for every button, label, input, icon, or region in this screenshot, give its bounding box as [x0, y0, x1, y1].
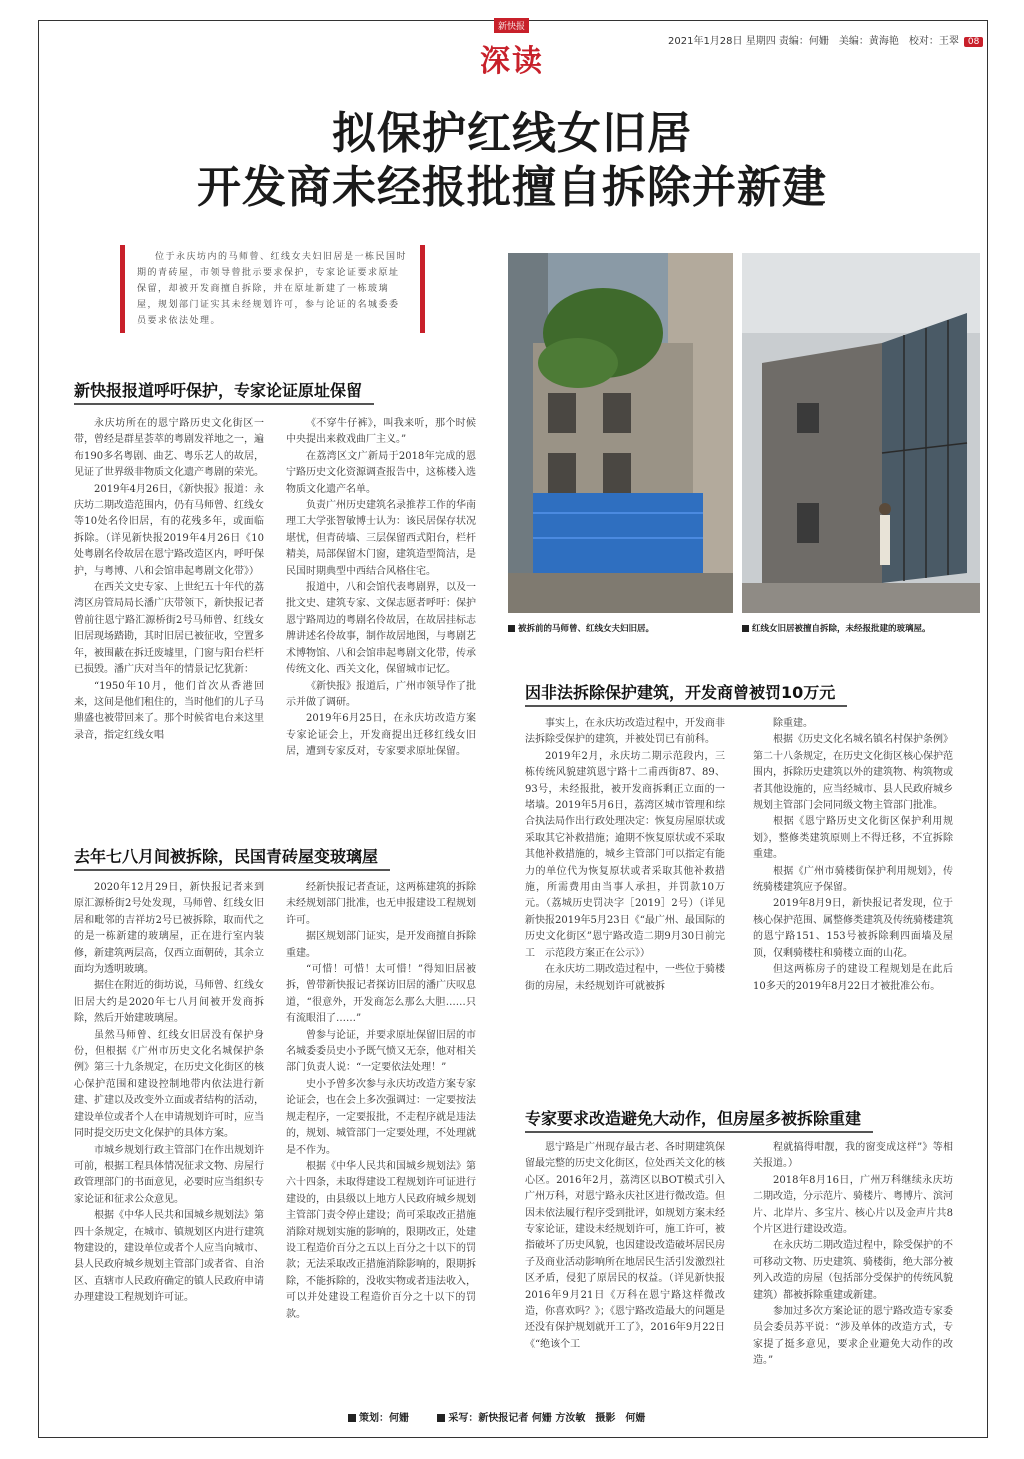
paper-logo-tag: 新快报	[494, 18, 529, 33]
paragraph: 2019年8月9日，新快报记者发现，位于核心保护范围、属整修类建筑及传统骑楼建筑的恩宁路151、153号被拆除剩四面墙及屋顶，仅剩骑楼柱和骑楼立面的山花。	[753, 898, 953, 959]
paragraph: 参加过多次方案论证的恩宁路改造专家委员会委员苏平说：“涉及单体的改造方式，专家提了挺多意见，要求企业避免大动作的改造。”	[753, 1306, 953, 1367]
footer-planner: 策划：何姗	[348, 1413, 409, 1424]
paragraph: 在永庆坊二期改造过程中，除受保护的不可移动文物、历史建筑、骑楼街，绝大部分被列入改造的房屋（包括部分受保护的传统风貌建筑）都被拆除重建或新建。	[753, 1240, 953, 1301]
header-info-text: 2021年1月28日 星期四 责编：何姗 美编：黄海艳 校对：王翠	[668, 36, 959, 47]
section-1-column-1	[74, 416, 264, 836]
section-4-column-2	[753, 1140, 953, 1390]
photo-old-residence	[508, 253, 733, 613]
paragraph: 根据《中华人民共和国城乡规划法》第四十条规定，在城市、镇规划区内进行建筑物建设的，建设单位或者个人应当向城市、县人民政府城乡规划主管部门或者省、自治区、直辖市人民政府确定的镇人民政府申请办理建设工程规划许可证。	[74, 1210, 264, 1304]
paragraph: 2019年6月25日，在永庆坊改造方案专家论证会上，开发商提出迁移红线女旧居，遭到专家反对，专家要求原址保留。	[286, 713, 476, 758]
paragraph: 《新快报》报道后，广州市领导作了批示并做了调研。	[286, 680, 476, 708]
photo-caption-right: 红线女旧居被擅自拆除，未经报批建的玻璃屋。	[742, 622, 931, 634]
paragraph: 根据《历史文化名城名镇名村保护条例》第二十八条规定，在历史文化街区核心保护范围内，拆除历史建筑以外的建筑物、构筑物或者其他设施的，应当经城市、县人民政府城乡规划主管部门会同同级文物主管部门批准。	[753, 734, 953, 812]
paragraph: 2020年12月29日，新快报记者来到原汇源桥街2号处发现，马师曾、红线女旧居和毗邻的吉祥坊2号已被拆除，取而代之的是一栋新建的玻璃屋，正在进行室内装修，新建筑两层高，仅西立面朝砖，其余立面均为透明玻璃。	[74, 882, 264, 976]
paragraph: 负责广州历史建筑名录推荐工作的华南理工大学张智敏博士认为：该民居保存状况堪忧，但青砖墙、三层保留西式阳台，栏杆精美，局部保留木门窗，建筑造型简洁，是民国时期典型中西结合风格住宅。	[286, 500, 476, 577]
paragraph: 报道中，八和会馆代表粤剧界，以及一批文史、建筑专家、文保志愿者呼吁：保护恩宁路周边的粤剧名伶故居，在故居挂标志牌讲述名伶故事，制作故居地图，与粤剧艺术博物馆、八和会馆串起粤剧文化带，传承传统文化、西关文化，保留城市记忆。	[286, 582, 476, 676]
photo-glass-house	[742, 253, 980, 613]
photo-old-residence-image	[508, 253, 733, 613]
headline-line-2: 开发商未经报批擅自拆除并新建	[197, 162, 827, 213]
section-heading-4: 专家要求改造避免大动作，但房屋多被拆除重建	[525, 1106, 873, 1133]
lead-text: 位于永庆坊内的马师曾、红线女夫妇旧居是一栋民国时期的青砖屋，市领导曾批示要求保护，专家论证要求原址保留，却被开发商擅自拆除，并在原址新建了一栋玻璃屋，规划部门证实其未经规划许可，参与论证的名城委委员要求依法处理。	[137, 252, 408, 326]
paragraph: 《不穿牛仔裤》，叫我来听，那个时候中央提出来救戏曲厂主义。”	[286, 418, 476, 446]
paragraph: 永庆坊所在的恩宁路历史文化街区一带，曾经是群星荟萃的粤剧发祥地之一，遍布190多名粤剧、曲艺、粤乐艺人的故居，见证了世界级非物质文化遗产粤剧的荣光。	[74, 418, 264, 479]
paragraph: 根据《恩宁路历史文化街区保护利用规划》，整修类建筑原则上不得迁移，不宜拆除重建。	[753, 816, 953, 861]
page-header-info	[668, 32, 983, 47]
headline-line-1: 拟保护红线女旧居	[332, 108, 692, 159]
section-2-column-1	[74, 880, 264, 1390]
section-logo: 深读	[480, 44, 544, 79]
section-1-column-2	[286, 416, 476, 836]
paragraph: 程就搞得咁靓，我的窗变成这样”》等相关报道。）	[753, 1142, 953, 1170]
paragraph: 事实上，在永庆坊改造过程中，开发商非法拆除受保护的建筑，并被处罚已有前科。	[525, 718, 725, 746]
paragraph: 2019年2月，永庆坊二期示范段内，三栋传统风貌建筑恩宁路十二甫西街87、89、93号，未经报批，被开发商拆剩正立面的一堵墙。2019年5月6日，荔湾区城市管理和综合执法局作出行政处理决定：恢复房屋原状或采取其它补救措施；逾期不恢复原状或不采取其他补救措施的，城乡主管部门可以指定有能力的单位代为恢复原状或者采取其他补救措施，所需费用由当事人承担，并罚款10万元。（荔城历史罚决字［2019］2号）（详见新快报2019年5月23日《“最广州、最国际的历史文化街区”恩宁路改造二期9月30日前完工 示范段方案正在公示》）	[525, 750, 725, 959]
paragraph: 根据《中华人民共和国城乡规划法》第六十四条，未取得建设工程规划许可证进行建设的，由县级以上地方人民政府城乡规划主管部门责令停止建设；尚可采取改正措施消除对规划实施的影响的，限期改正，处建设工程造价百分之五以上百分之十以下的罚款；无法采取改正措施消除影响的，限期拆除，不能拆除的，没收实物或者违法收入，可以并处建设工程造价百分之十以下的罚款。	[286, 1160, 476, 1320]
paragraph: 2018年8月16日，广州万科继续永庆坊二期改造，分示范片、骑楼片、粤博片、滨河片、北岸片、多宝片、核心片以及金声片共8个片区进行建设改造。	[753, 1174, 953, 1236]
section-2-column-2	[286, 880, 476, 1390]
photo-glass-house-image	[742, 253, 980, 613]
paragraph: 根据《广州市骑楼街保护利用规划》，传统骑楼建筑应予保留。	[753, 865, 953, 894]
paragraph: 除重建。	[773, 718, 813, 729]
lead-box	[120, 245, 425, 333]
footer-reporter: 采写：新快报记者 何姗 方汝敏 摄影 何姗	[437, 1413, 645, 1424]
section-heading-3: 因非法拆除保护建筑，开发商曾被罚10万元	[525, 680, 847, 707]
footer-credits	[348, 1409, 645, 1424]
paragraph: “1950年10月，他们首次从香港回来，这间是他们租住的，当时他们的儿子马鼎盛也被带回来了。那个时候省电台来这里录音，指定红线女唱	[74, 680, 264, 741]
paragraph: 市城乡规划行政主管部门在作出规划许可前，根据工程具体情况征求文物、房屋行政管理部门的书面意见，必要时应当组织专家论证和征求公众意见。	[74, 1144, 264, 1205]
paragraph: 在永庆坊二期改造过程中，一些位于骑楼街的房屋，未经规划许可就被拆	[525, 964, 725, 992]
section-heading-2: 去年七八月间被拆除，民国青砖屋变玻璃屋	[74, 844, 390, 871]
page-number: 08	[964, 37, 983, 47]
paragraph: 经新快报记者查证，这两栋建筑的拆除未经规划部门批准，也无申报建设工程规划许可。	[286, 882, 476, 926]
paragraph: 虽然马师曾、红线女旧居没有保护身份，但根据《广州市历史文化名城保护条例》第三十九条规定，在历史文化街区的核心保护范围和建设控制地带内依法进行新建、扩建以及改变外立面或者结构的活动，建设单位或者个人在申请规划许可时，应当同时提交历史文化保护的具体方案。	[74, 1029, 264, 1140]
section-3-column-2	[753, 716, 953, 1062]
paragraph: 2019年4月26日，《新快报》报道：永庆坊二期改造范围内，仍有马师曾、红线女等10处名伶旧居，有的花残多年，或面临拆除。（详见新快报2019年4月26日《10处粤剧名伶故居在恩宁路改造区内，呼吁保护，与粤博、八和会馆串起粤剧文化带》）	[74, 483, 264, 577]
paragraph: 恩宁路是广州现存最古老、各时期建筑保留最完整的历史文化街区，位处西关文化的核心区。2016年2月，荔湾区以BOT模式引入广州万科，对恩宁路永庆社区进行微改造。但因未依法履行程序受到批评，如规划方案未经专家论证，建设未经规划许可，施工许可，被指破坏了历史风貌，也因建设改造破坏居民房子及商业活动影响所在地居民生活引发激烈社区矛盾，侵犯了原居民的权益。（详见新快报2016年9月21日《万科在恩宁路这样微改造，你喜欢吗？》；《恩宁路改造最大的问题是还没有保护规划就开工了》，2016年9月22日《“绝该个工	[525, 1142, 725, 1350]
section-4-column-1	[525, 1140, 725, 1390]
paragraph: “可惜！可惜！太可惜！”得知旧居被拆，曾带新快报记者探访旧居的潘广庆叹息道，“很意外，开发商怎么那么大胆……只有流眼泪了……”	[286, 964, 476, 1025]
paragraph: 曾参与论证，并要求原址保留旧居的市名城委委员史小予既气愤又无奈，他对相关部门负责人说：“一定要依法处理！”	[286, 1029, 476, 1074]
section-heading-1: 新快报报道呼吁保护，专家论证原址保留	[74, 378, 374, 405]
photo-caption-left: 被拆前的马师曾、红线女夫妇旧居。	[508, 622, 654, 634]
paragraph: 据区规划部门证实，是开发商擅自拆除重建。	[286, 931, 476, 959]
section-3-column-1	[525, 716, 725, 1062]
paragraph: 但这两栋房子的建设工程规划是在此后10多天的2019年8月22日才被批准公布。	[753, 964, 953, 992]
paragraph: 在西关文史专家、上世纪五十年代的荔湾区房管局局长潘广庆带领下，新快报记者曾前往恩宁路汇源桥街2号马师曾、红线女旧居现场踏勘，其时旧居已被征收，空置多年，被围蔽在拆迁废墟里，门窗与阳台栏杆已损毁。潘广庆对当年的情景记忆犹新：	[74, 582, 264, 676]
paragraph: 据住在附近的街坊说，马师曾、红线女旧居大约是2020年七八月间被开发商拆除，然后开始建玻璃屋。	[74, 980, 264, 1025]
paragraph: 在荔湾区文广新局于2018年完成的恩宁路历史文化资源调查报告中，这栋楼入选物质文化遗产名单。	[286, 450, 476, 495]
paragraph: 史小予曾多次参与永庆坊改造方案专家论证会，也在会上多次强调过：一定要按法规走程序，一定要报批，不走程序就是违法的，规划、城管部门一定要处理，不处理就是不作为。	[286, 1078, 476, 1156]
